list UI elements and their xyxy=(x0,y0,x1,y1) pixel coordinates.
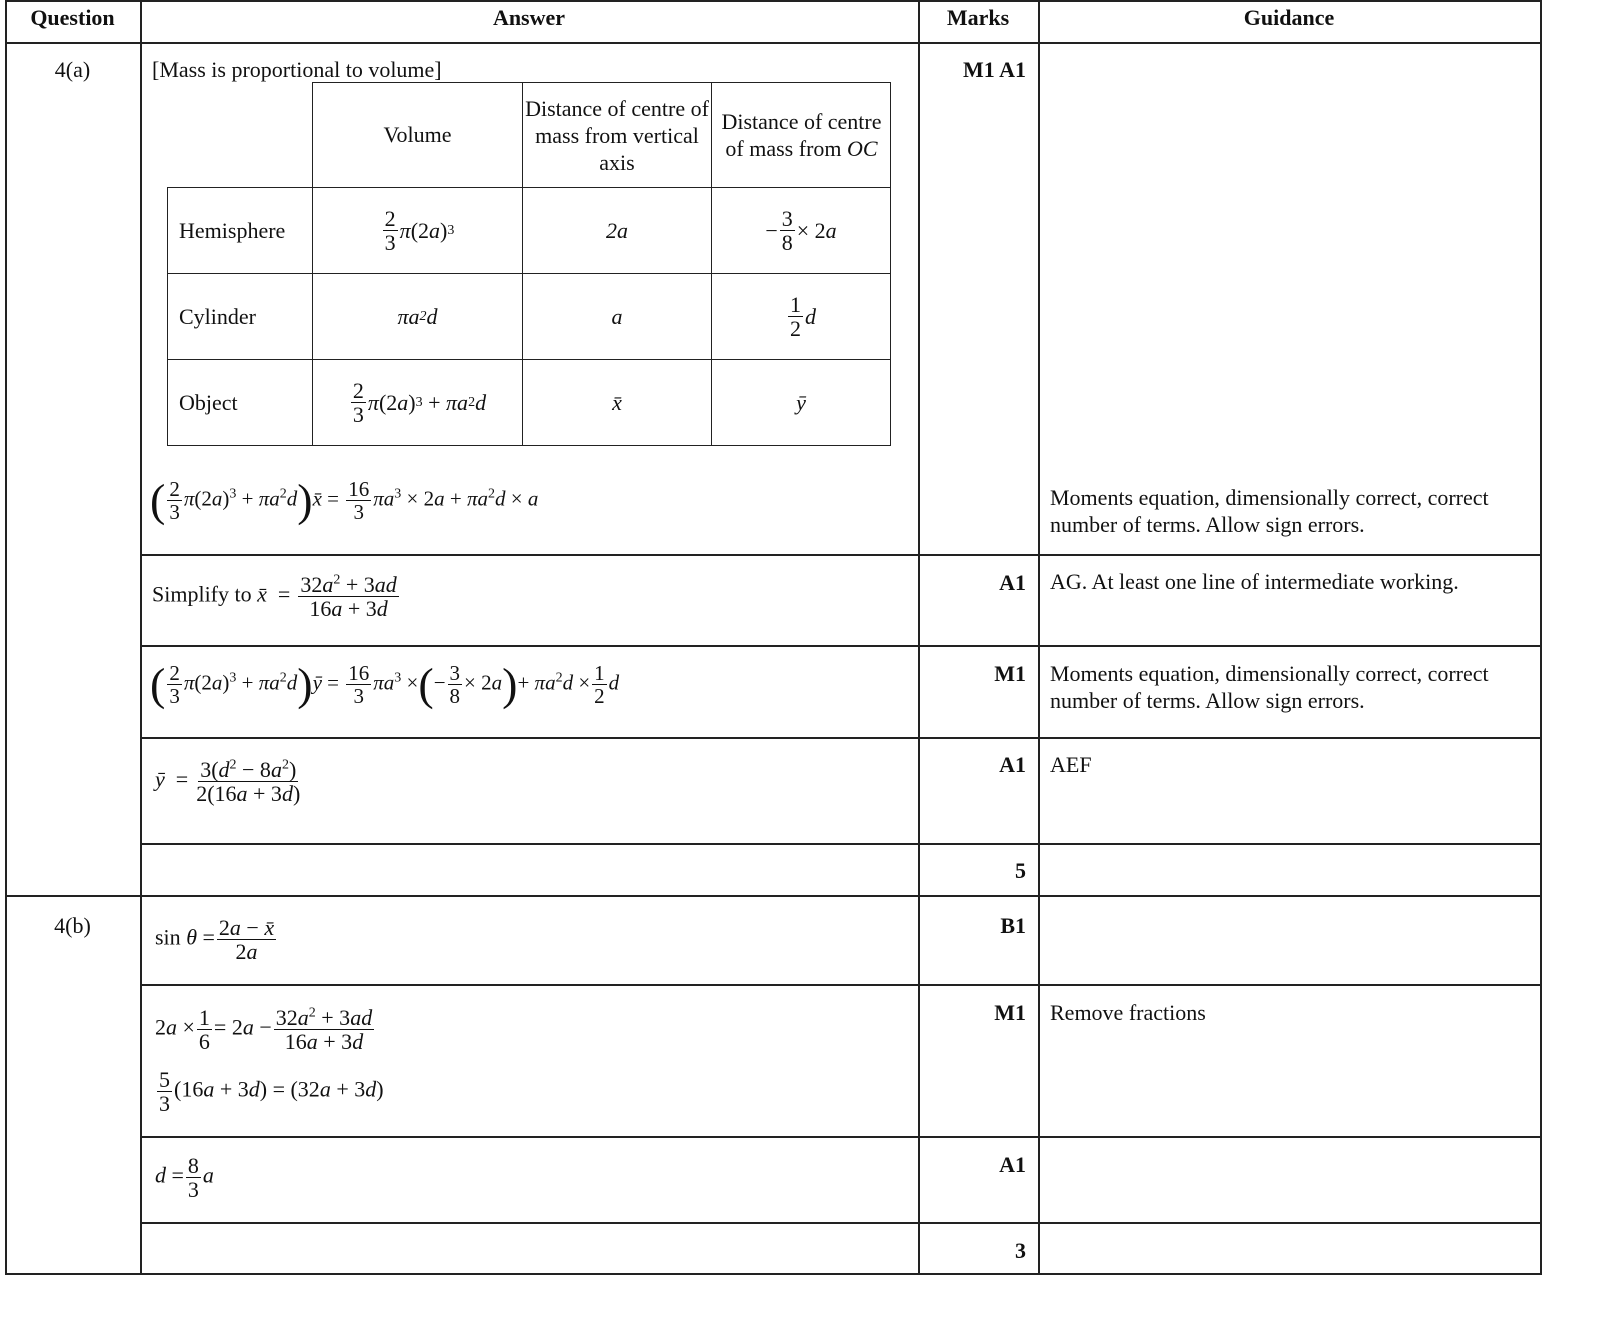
simplify-x: Simplify to x̄ = $\frac{32a^2 + 3ad}{16a + 3d}$ xyxy=(152,572,397,622)
row-divider xyxy=(140,843,1541,845)
question-label: 4(b) xyxy=(54,913,91,938)
grid-line xyxy=(140,0,142,1275)
grid-line xyxy=(5,0,7,1275)
inner-table-line xyxy=(167,445,891,446)
row-name-hemisphere: Hemisphere xyxy=(179,217,286,243)
answer-note: [Mass is proportional to volume] xyxy=(152,57,442,82)
col-dist-oc-text: Distance of centre of mass from xyxy=(721,109,882,161)
col-dist-vertical: Distance of centre of mass from vertical axis xyxy=(525,95,709,175)
moments-equation-x: ( $\frac{2}{3}$ $\pi(2a)^3$ + $\pi a^2d)x̄$ = $\frac{16}{3}$ $\pi a^3 \times 2a + \pi a^2d \times a$ xyxy=(150,474,539,526)
marks-4a-2: A1 xyxy=(999,570,1026,595)
header-question: Question xyxy=(30,5,115,30)
row-divider xyxy=(140,1136,1541,1138)
row-divider xyxy=(140,984,1541,986)
grid-line xyxy=(918,0,920,1275)
cylinder-volume: πa 2 d xyxy=(397,303,438,329)
col-volume: Volume xyxy=(383,122,452,147)
fraction: $\frac{3}{8}$ xyxy=(781,205,793,255)
guidance-4a-4: AEF xyxy=(1050,752,1092,777)
grid-line xyxy=(1038,0,1040,1275)
col-dist-oc xyxy=(714,83,889,187)
question-label: 4(a) xyxy=(54,57,91,82)
remove-fractions-equation: $\frac{5}{3}$ (16a + 3d) = (32a + 3d) xyxy=(159,1067,384,1117)
guidance-4a-1: Moments equation, dimensionally correct, correct number of terms. Allow sign errors. xyxy=(1050,485,1489,537)
guidance-4b-1: Remove fractions xyxy=(1050,1000,1206,1025)
object-dist-oc: ȳ xyxy=(796,389,806,415)
fraction: $\frac{1}{2}$ xyxy=(790,291,801,341)
grid-line xyxy=(1540,0,1542,1275)
guidance-4a-2: AG. At least one line of intermediate working. xyxy=(1050,569,1459,594)
header-answer: Answer xyxy=(492,5,566,30)
col-dist-oc-var: OC xyxy=(847,136,878,161)
y-bar-result: ȳ = $\frac{3(d^2 - 8a^2)}{2(16a + 3d)}$ xyxy=(155,757,301,807)
row-divider xyxy=(140,737,1541,739)
cylinder-dist-oc: $\frac{1}{2}$ d xyxy=(790,291,816,341)
row-divider xyxy=(140,554,1541,556)
object-volume: $\frac{2}{3}$ π (2 a ) 3 + πa 2 d xyxy=(352,377,487,427)
hemisphere-volume: $\frac{2}{3}$ π (2 a ) 3 xyxy=(384,205,455,255)
fraction: $\frac{2}{3}$ xyxy=(352,377,364,427)
marks-4b-total: 3 xyxy=(1015,1238,1026,1263)
substitution-equation: 2a × $\frac{1}{6}$ = 2a − $\frac{32a^2 + 3ad}{16a + 3d}$ xyxy=(155,1005,373,1055)
moments-equation-y: ( $\frac{2}{3}$ $\pi(2a)^3$ + $\pi a^2d)ȳ$ = $\frac{16}{3}$ $\pi a^3$ ×(− $\frac{3}{8}$ × $2a)+ \pi a^2d$ × $\frac{1}{2}$ d xyxy=(150,658,620,710)
marks-4b-3: A1 xyxy=(999,1152,1026,1177)
simplify-prefix: Simplify to xyxy=(152,581,252,607)
marks-4b-2: M1 xyxy=(994,1000,1026,1025)
row-divider xyxy=(140,1222,1541,1224)
guidance-4a-3: Moments equation, dimensionally correct, correct number of terms. Allow sign errors. xyxy=(1050,661,1489,713)
marks-4b-1: B1 xyxy=(1000,913,1026,938)
object-dist-v: x̄ xyxy=(612,389,622,415)
d-result: d = $\frac{8}{3}$ a xyxy=(155,1153,214,1203)
grid-line xyxy=(5,895,1541,897)
header-marks: Marks xyxy=(946,5,1010,30)
row-name-cylinder: Cylinder xyxy=(179,303,256,329)
marks-4a-4: A1 xyxy=(999,752,1026,777)
hemisphere-dist-oc: − $\frac{3}{8}$ × 2 a xyxy=(765,205,837,255)
marks-4a-1: M1 A1 xyxy=(963,57,1026,82)
sin-theta-equation: sin θ = $\frac{2a - x̄}{2a}$ xyxy=(155,915,275,965)
row-name-object: Object xyxy=(179,389,238,415)
fraction: $\frac{2}{3}$ xyxy=(384,205,396,255)
header-guidance: Guidance xyxy=(1243,5,1335,30)
marks-4a-total: 5 xyxy=(1015,858,1026,883)
row-divider xyxy=(140,645,1541,647)
hemisphere-dist-v: 2a xyxy=(606,217,628,243)
inner-table-line xyxy=(890,82,891,446)
cylinder-dist-v: a xyxy=(611,303,623,329)
marks-4a-3: M1 xyxy=(994,661,1026,686)
grid-line xyxy=(5,1273,1541,1275)
